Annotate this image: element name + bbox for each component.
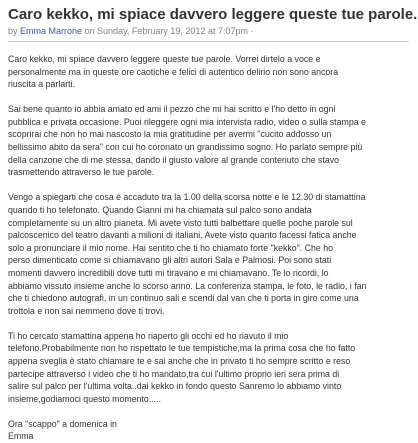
author-link[interactable]: Emma Marrone [20,26,83,36]
note-body [8,53,410,443]
note [8,6,418,443]
byline-prefix: by [8,26,21,36]
paragraph-2: Sai bene quanto io abbia amato ed ami il pezzo che mi hai scritto e l'ho detto in ogni pubblica e privata occasione. Puoi rileggere ogni mia intervista radio, video o sulla stampa e scoprirai che non ho mai nascosto la mia gratitudine per avermi "cucito addosso un bellissimo abito da sera" con cui ho coronato un grandissimo sogno. Ho parlato sempre più della canzone che di me stessa, dando il giusto valore al grande contenuto che stavo trasmettendo attraverso le tue parole. [8,104,366,178]
note-byline [8,25,410,37]
paragraph-3: Vengo a spiegarti che cosa è accaduto tra la 1.00 della scorsa notte e le 12.30 di stamattina quando ti ho telefonato. Quando Gianni mi ha chiamata sul palco sono andata completamente su un altro pianeta. Mi avete visto tutti balbettare quelle poche parole sul palcoscenico del teatro davanti a milioni di italiani. Avete visto quanto facessi fatica anche solo a pronunciare il mio nome. Hai sentito che ti ho chiamato forte "kekko". Che ho perso dimenticato come si chiamavano gli altri autori Sala e Palmosi. Poi sono stati momenti davvero incredibili dove tutti mi tiravano e mi chiamavano. Te lo ricordi, lo abbiamo vissuto insieme anche lo scorso anno. La conferenza stampa, le foto, le radio, i fan che ti chiedono autografi, in un continuo sali e scendi dal van che ti porta in giro come una trottola e non sai nemmeno dove ti trovi. [8,192,367,316]
paragraph-5: Ora "scappo" a domenica in Emma [8,418,117,442]
paragraph-1: Caro kekko, mi spiace davvero leggere queste tue parole. Vorrei dirtelo a voce e personalmente ma in queste ore caotiche e felici di autentico delirio non sono ancora riuscita a parlarti. [8,54,339,90]
divider [8,41,409,42]
byline-date: on Sunday, February 19, 2012 at 7:07pm · [82,26,254,36]
note-title: Caro kekko, mi spiace davvero leggere queste tue parole. [8,6,418,23]
paragraph-4: Ti ho cercato stamattina appena ho riaperto gli occhi ed ho riavuto il mio telefono.Probabilmente non ho rispettato le tue tempistiche,ma la prima cosa che ho fatto appena sveglia è stato chiamare te e sai anche che in privato ti ho sempre scritto e reso partecipe attraverso i video che ti ho mandato,tra cui l'ultimo proprio ieri sera prima di salire sul palco per l'ultima volta..dai kekko in fondo questo Sanremo lo abbiamo vinto insieme,godiamoci questo momento..... [8,330,356,404]
